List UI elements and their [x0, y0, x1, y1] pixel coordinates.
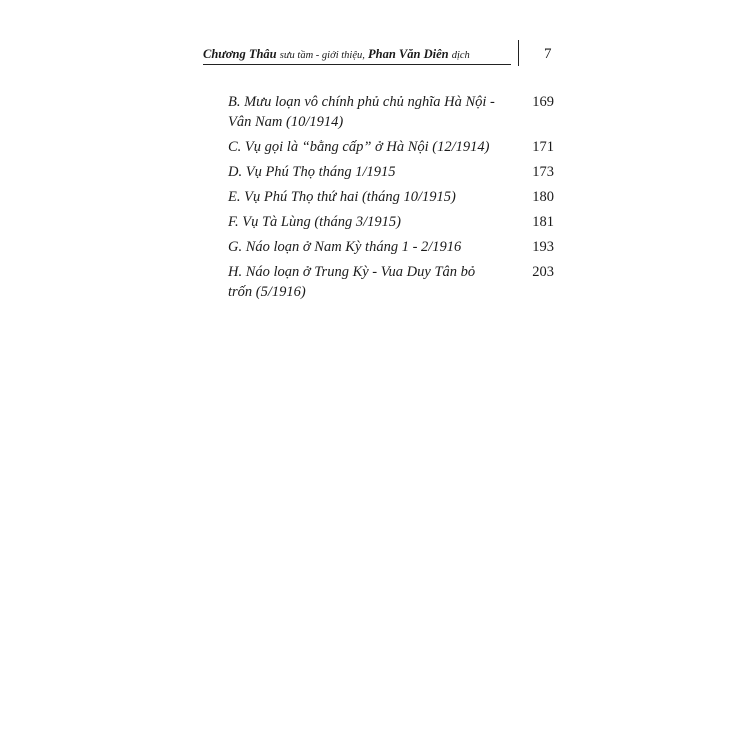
toc-entry [228, 237, 554, 257]
header-author: Chương Thâu [203, 47, 277, 61]
toc-entry-title: F. Vụ Tà Lùng (tháng 3/1915) [228, 214, 401, 230]
toc-entry [228, 187, 554, 207]
running-header [203, 44, 511, 65]
table-of-contents [228, 92, 554, 307]
toc-entry-page: 180 [532, 189, 554, 205]
header-translator-role: dịch [451, 50, 470, 61]
toc-entry-title: B. Mưu loạn vô chính phủ chủ nghĩa Hà Nội - Vân Nam (10/1914) [228, 94, 495, 130]
toc-entry [228, 137, 554, 157]
toc-entry-page: 181 [532, 214, 554, 230]
toc-entry-title: H. Náo loạn ở Trung Kỳ - Vua Duy Tân bỏ trốn (5/1916) [228, 264, 476, 300]
toc-entry-page: 193 [532, 239, 554, 255]
header-divider [518, 40, 519, 66]
toc-entry [228, 92, 554, 132]
toc-entry-page: 173 [532, 164, 554, 180]
toc-entry-title: D. Vụ Phú Thọ tháng 1/1915 [228, 164, 396, 180]
toc-entry [228, 212, 554, 232]
toc-entry-page: 169 [532, 94, 554, 110]
header-translator: Phan Văn Diên [367, 47, 449, 61]
page-number: 7 [544, 46, 552, 62]
toc-entry-title: C. Vụ gọi là “bằng cấp” ở Hà Nội (12/1914) [228, 139, 490, 155]
toc-entry [228, 162, 554, 182]
toc-entry-title: E. Vụ Phú Thọ thứ hai (tháng 10/1915) [228, 189, 456, 205]
toc-entry-title: G. Náo loạn ở Nam Kỳ tháng 1 - 2/1916 [228, 239, 462, 255]
header-role: sưu tầm - giới thiệu, [279, 50, 365, 61]
toc-entry-page: 171 [532, 139, 554, 155]
toc-entry [228, 262, 554, 302]
toc-entry-page: 203 [532, 264, 554, 280]
